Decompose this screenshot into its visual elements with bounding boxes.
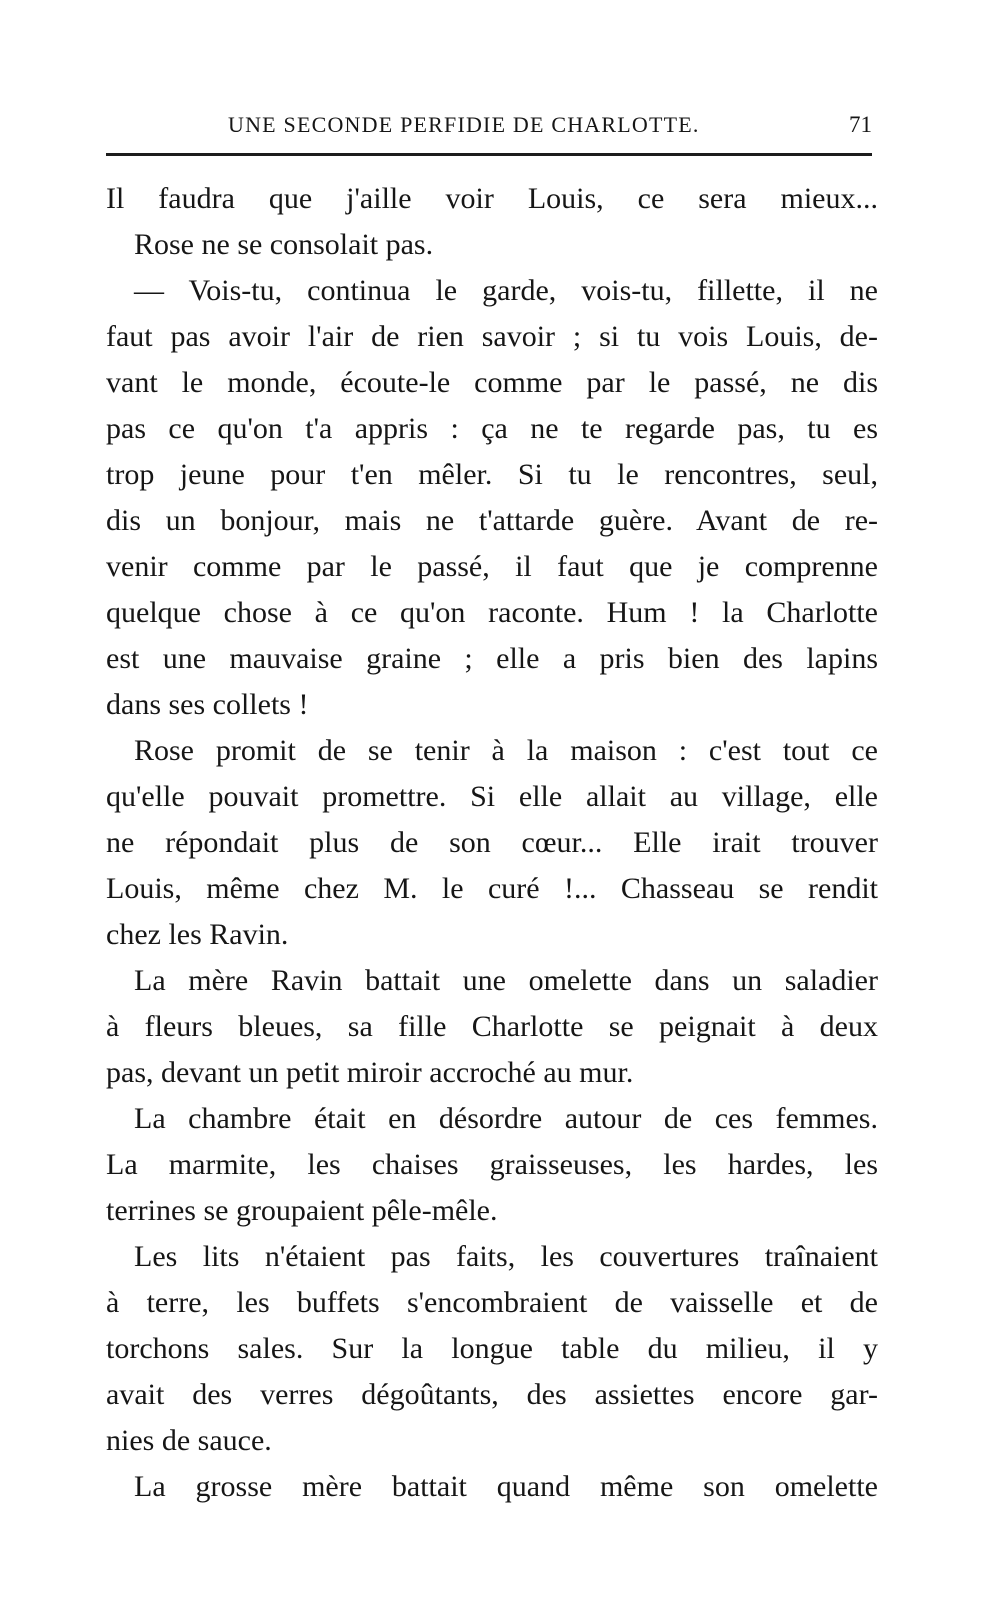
text-line: vant le monde, écoute-le comme par le passé, ne dis (106, 366, 878, 399)
text-line: nies de sauce. (106, 1424, 272, 1457)
page-number: 71 (849, 112, 872, 137)
text-line: — Vois-tu, continua le garde, vois-tu, fillette, il ne (134, 274, 878, 307)
text-line: à terre, les buffets s'encombraient de vaisselle et de (106, 1286, 878, 1319)
text-line: Louis, même chez M. le curé !... Chasseau se rendit (106, 872, 878, 905)
text-line: Rose ne se consolait pas. (134, 228, 434, 261)
text-line: La grosse mère battait quand même son omelette (134, 1470, 878, 1503)
text-line: faut pas avoir l'air de rien savoir ; si tu vois Louis, de- (106, 320, 878, 353)
text-line: qu'elle pouvait promettre. Si elle allait au village, elle (106, 780, 878, 813)
text-line: est une mauvaise graine ; elle a pris bien des lapins (106, 642, 878, 675)
text-line: chez les Ravin. (106, 918, 289, 951)
text-line: pas ce qu'on t'a appris : ça ne te regarde pas, tu es (106, 412, 878, 445)
text-line: pas, devant un petit miroir accroché au mur. (106, 1056, 634, 1089)
text-line: avait des verres dégoûtants, des assiettes encore gar- (106, 1378, 878, 1411)
text-line: terrines se groupaient pêle-mêle. (106, 1194, 498, 1227)
text-line: Rose promit de se tenir à la maison : c'est tout ce (134, 734, 878, 767)
text-line: dans ses collets ! (106, 688, 309, 721)
text-line: Il faudra que j'aille voir Louis, ce sera mieux... (106, 182, 878, 215)
text-line: La mère Ravin battait une omelette dans un saladier (134, 964, 878, 997)
text-line: ne répondait plus de son cœur... Elle irait trouver (106, 826, 878, 859)
text-line: Les lits n'étaient pas faits, les couvertures traînaient (134, 1240, 878, 1273)
text-line: dis un bonjour, mais ne t'attarde guère. Avant de re- (106, 504, 878, 537)
header-rule (106, 153, 872, 156)
text-line: venir comme par le passé, il faut que je comprenne (106, 550, 878, 583)
page-header (108, 112, 874, 142)
body-text (106, 176, 878, 1510)
text-line: torchons sales. Sur la longue table du milieu, il y (106, 1332, 878, 1365)
text-line: à fleurs bleues, sa fille Charlotte se peignait à deux (106, 1010, 878, 1043)
running-title: UNE SECONDE PERFIDIE DE CHARLOTTE. (228, 112, 700, 137)
text-line: trop jeune pour t'en mêler. Si tu le rencontres, seul, (106, 458, 878, 491)
text-line: La chambre était en désordre autour de ces femmes. (134, 1102, 878, 1135)
text-line: quelque chose à ce qu'on raconte. Hum ! la Charlotte (106, 596, 878, 629)
text-line: La marmite, les chaises graisseuses, les hardes, les (106, 1148, 878, 1181)
